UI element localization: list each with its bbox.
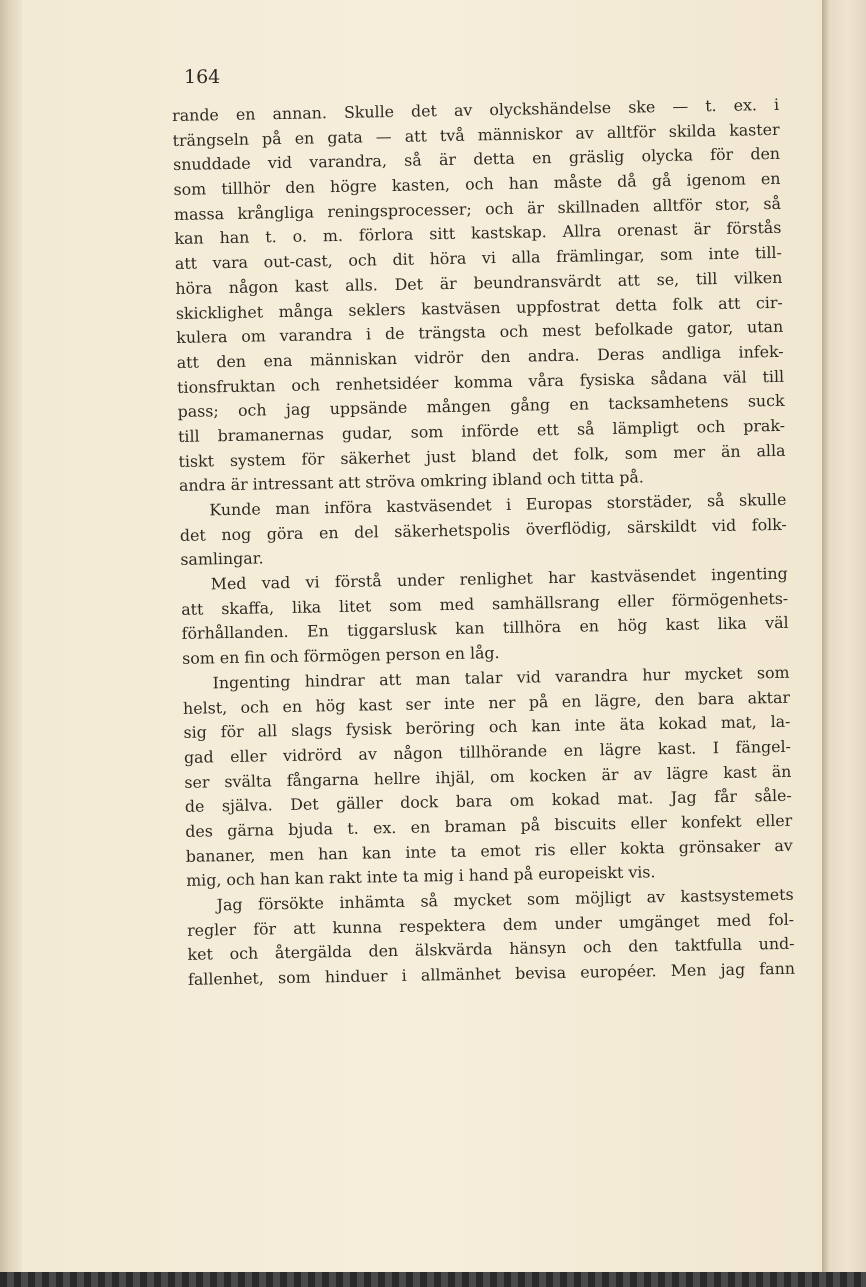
text-line: det nog göra en del säkerhetspolis överflödig, särskildt vid folk- bbox=[179, 514, 787, 545]
text-line: des gärna bjuda t. ex. en braman på biscuits eller konfekt eller bbox=[185, 810, 793, 841]
text-line: kan han t. o. m. förlora sitt kastskap. Allra orenast är förstås bbox=[174, 218, 782, 249]
text-line: andra är intressant att ströva omkring ibland och titta på. bbox=[178, 467, 644, 496]
text-line: Ingenting hindrar att man talar vid varandra hur mycket som bbox=[212, 662, 790, 693]
text-line: att den ena människan vidrör den andra. Deras andliga infek- bbox=[176, 341, 784, 372]
text-line: ket och återgälda den älskvärda hänsyn och den taktfulla und- bbox=[187, 934, 795, 965]
text-line: pass; och jag uppsände mången gång en tacksamhetens suck bbox=[177, 391, 785, 422]
text-line: trängseln på en gata — att två människor av alltför skilda kaster bbox=[172, 119, 780, 150]
text-line: massa krångliga reningsprocesser; och är skillnaden alltför stor, så bbox=[173, 193, 782, 224]
text-line: som en fin och förmögen person en låg. bbox=[181, 643, 500, 669]
text-line: kulera om varandra i de trängsta och mest befolkade gator, utan bbox=[176, 317, 784, 348]
text-line: mig, och han kan rakt inte ta mig i hand på europeiskt vis. bbox=[186, 862, 656, 891]
text-line: rande en annan. Skulle det av olyckshändelse ske — t. ex. i bbox=[172, 94, 780, 125]
text-line: tiskt system för säkerhet just bland det folk, som mer än alla bbox=[178, 440, 786, 471]
text-line: Kunde man införa kastväsendet i Europas storstäder, så skulle bbox=[209, 489, 787, 520]
text-line: samlingar. bbox=[180, 548, 264, 570]
text-line: fallenhet, som hinduer i allmänhet bevisa européer. Men jag fann bbox=[187, 958, 796, 989]
text-line: att skaffa, lika litet som med samhällsrang eller förmögenhets- bbox=[181, 588, 789, 619]
text-line: till bramanernas gudar, som införde ett så lämpligt och prak- bbox=[177, 415, 786, 446]
text-line: höra någon kast alls. Det är beundransvärdt att se, till vilken bbox=[175, 267, 783, 298]
text-line: regler för att kunna respektera dem under umgänget med fol- bbox=[186, 909, 795, 940]
text-line: Med vad vi förstå under renlighet har kastväsendet ingenting bbox=[210, 563, 788, 594]
text-line: helst, och en hög kast ser inte ner på en lägre, den bara aktar bbox=[182, 687, 791, 718]
text-line: förhållanden. En tiggarslusk kan tillhöra en hög kast lika väl bbox=[181, 613, 789, 644]
text-line: gad eller vidrörd av någon tillhörande en lägre kast. I fängel- bbox=[183, 736, 792, 767]
text-line: som tillhör den högre kasten, och han måste då gå igenom en bbox=[173, 168, 781, 200]
left-page-edge bbox=[0, 0, 22, 1287]
text-line: sig för all slags fysisk beröring och kan inte äta kokad mat, la- bbox=[183, 711, 791, 743]
text-line: bananer, men han kan inte ta emot ris eller kokta grönsaker av bbox=[185, 835, 793, 866]
body-text bbox=[172, 93, 795, 993]
scanner-bed-strip bbox=[0, 1272, 866, 1287]
right-page-edge bbox=[822, 0, 866, 1287]
text-line: snuddade vid varandra, så är detta en gräslig olycka för den bbox=[172, 144, 781, 175]
page-number: 164 bbox=[184, 66, 221, 88]
text-line: Jag försökte inhämta så mycket som möjligt av kastsystemets bbox=[216, 884, 794, 915]
text-line: de själva. Det gäller dock bara om kokad mat. Jag får såle- bbox=[184, 786, 792, 817]
text-line: tionsfruktan och renhetsidéer komma våra fysiska sådana väl till bbox=[177, 366, 785, 397]
text-line: skicklighet många seklers kastväsen uppfostrat detta folk att cir- bbox=[175, 292, 783, 323]
text-line: att vara out-cast, och dit höra vi alla främlingar, som inte till- bbox=[174, 242, 782, 274]
text-line: ser svälta fångarna hellre ihjäl, om kocken är av lägre kast än bbox=[184, 761, 792, 792]
